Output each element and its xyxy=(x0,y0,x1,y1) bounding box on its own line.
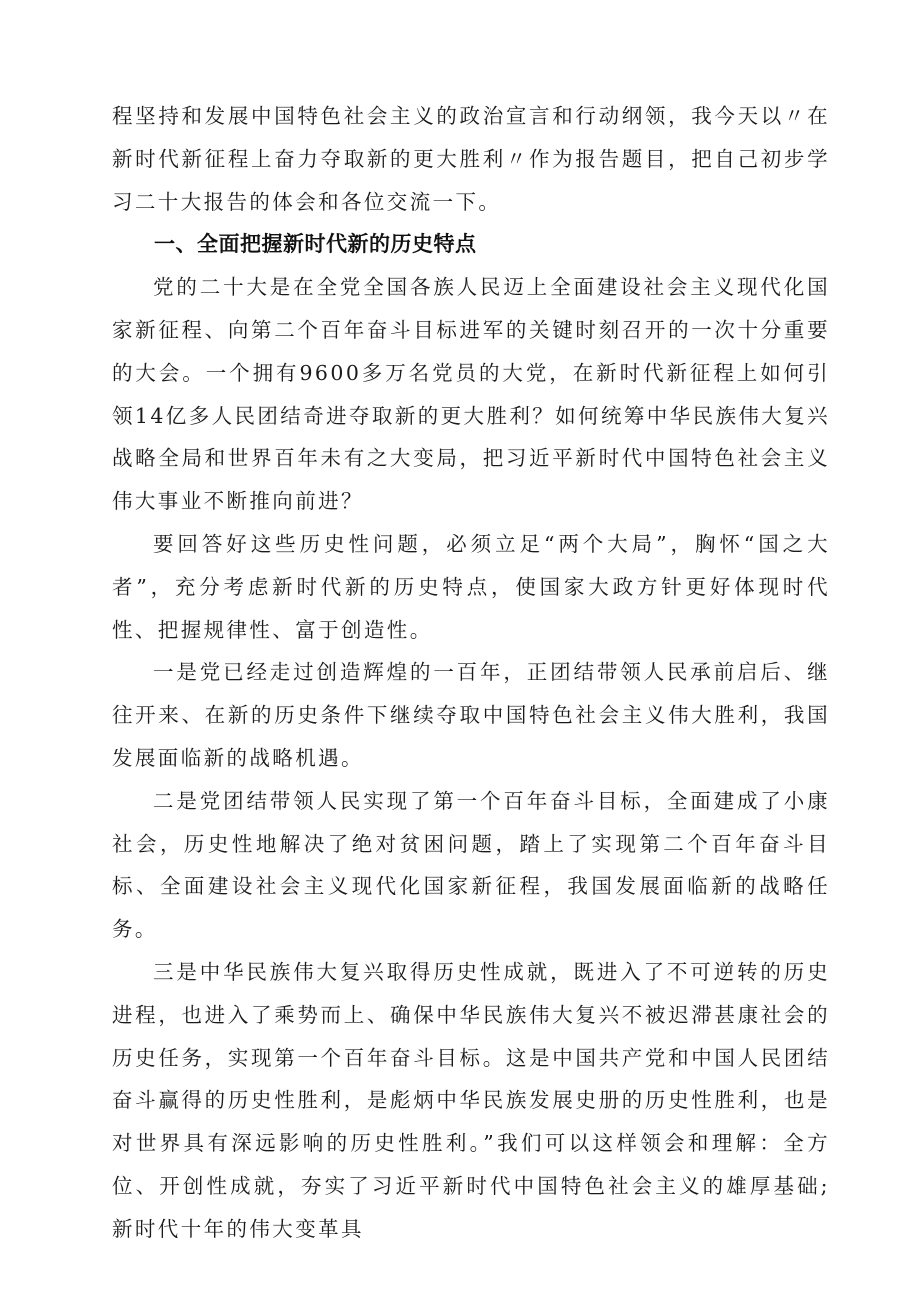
document-body xyxy=(112,95,830,1251)
body-paragraph-4: 二是党团结带领人民实现了第一个百年奋斗目标，全面建成了小康社会，历史性地解决了绝对贫困问题，踏上了实现第二个百年奋斗目标、全面建设社会主义现代化国家新征程，我国发展面临新的战略任务。 xyxy=(112,788,830,942)
body-paragraph-2: 要回答好这些历史性问题，必须立足“两个大局”，胸怀“国之大者”，充分考虑新时代新的历史特点，使国家大政方针更好体现时代性、把握规律性、富于创造性。 xyxy=(112,531,830,642)
body-paragraph-1: 党的二十大是在全党全国各族人民迈上全面建设社会主义现代化国家新征程、向第二个百年奋斗目标进军的关键时刻召开的一次十分重要的大会。一个拥有9600多万名党员的大党，在新时代新征程上如何引领14亿多人民团结奇进夺取新的更大胜利？如何统筹中华民族伟大复兴战略全局和世界百年未有之大变局，把习近平新时代中国特色社会主义伟大事业不断推向前进？ xyxy=(112,275,830,514)
section-heading: 一、全面把握新时代新的历史特点 xyxy=(154,232,477,257)
body-paragraph-5: 三是中华民族伟大复兴取得历史性成就，既进入了不可逆转的历史进程，也进入了乘势而上、确保中华民族伟大复兴不被迟滞甚康社会的历史任务，实现第一个百年奋斗目标。这是中国共产党和中国人民团结奋斗赢得的历史性胜利，是彪炳中华民族发展史册的历史性胜利，也是对世界具有深远影响的历史性胜利。”我们可以这样领会和理解：全方位、开创性成就，夯实了习近平新时代中国特色社会主义的雄厚基础;新时代十年的伟大变革具 xyxy=(112,959,830,1241)
continued-paragraph: 程坚持和发展中国特色社会主义的政治宣言和行动纲领，我今天以〃在新时代新征程上奋力夺取新的更大胜利〃作为报告题目，把自己初步学习二十大报告的体会和各位交流一下。 xyxy=(112,104,830,214)
body-paragraph-3: 一是党已经走过创造辉煌的一百年，正团结带领人民承前启后、继往开来、在新的历史条件下继续夺取中国特色社会主义伟大胜利，我国发展面临新的战略机遇。 xyxy=(112,660,830,770)
